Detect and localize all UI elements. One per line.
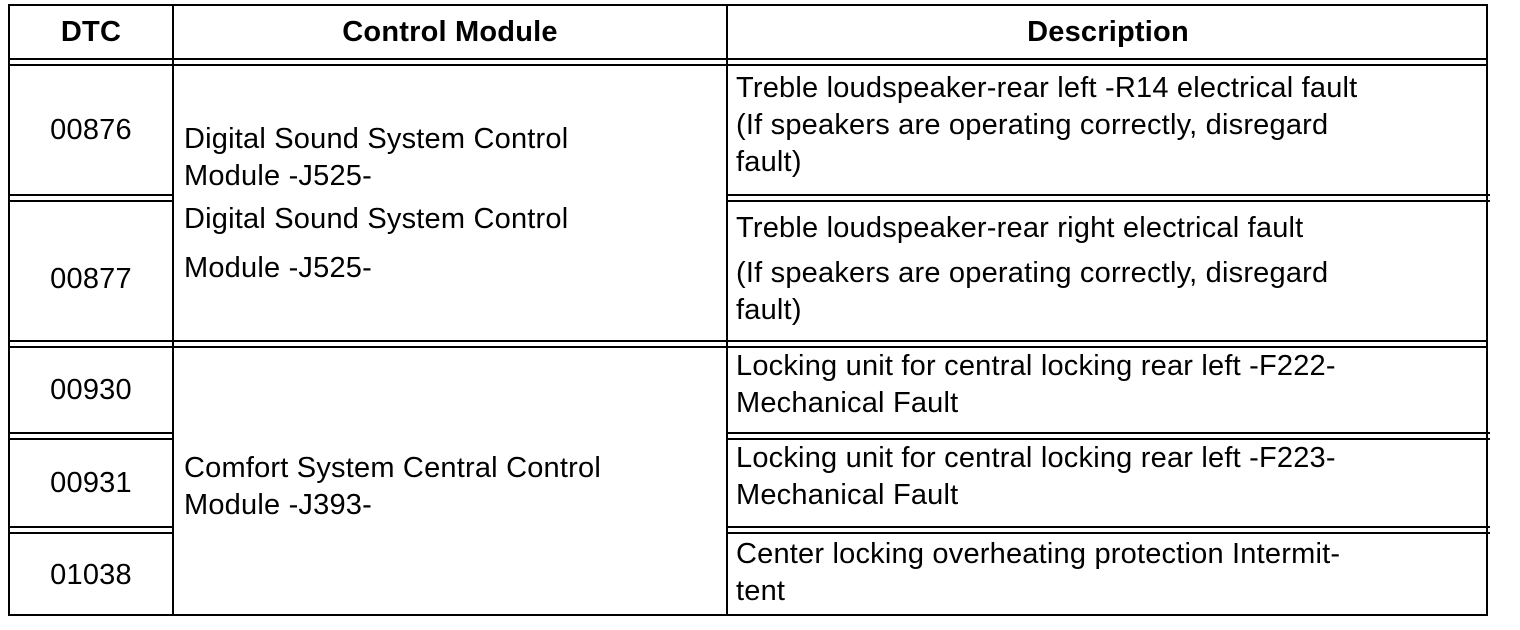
dtc-code: 00930 <box>50 373 132 406</box>
module-cell-comfort-system <box>174 348 726 616</box>
module-text: Digital Sound System Control <box>184 123 569 155</box>
row-divider <box>10 340 1486 342</box>
module-text: Module -J525- <box>184 160 372 192</box>
dtc-code: 00876 <box>50 113 132 146</box>
dtc-code: 01038 <box>50 558 132 591</box>
row-divider <box>726 526 1490 528</box>
header-divider <box>10 58 1486 60</box>
row-divider <box>10 194 172 196</box>
dtc-code: 00931 <box>50 466 132 499</box>
description-text: (If speakers are operating correctly, disregard <box>736 257 1329 289</box>
module-text: Comfort System Central Control <box>184 452 601 484</box>
module-text: Module -J525- <box>184 252 372 284</box>
description-cell <box>728 440 1488 526</box>
dtc-table <box>8 4 1488 616</box>
row-divider <box>726 200 1490 202</box>
description-cell <box>728 70 1488 194</box>
module-cell-digital-sound <box>174 66 726 340</box>
description-text: fault) <box>736 294 802 326</box>
description-text: Center locking overheating protection Intermit- <box>736 538 1341 570</box>
row-divider <box>726 432 1490 434</box>
module-text: Digital Sound System Control <box>184 203 569 235</box>
description-text: Locking unit for central locking rear left -F223- <box>736 442 1336 474</box>
header-description: Description <box>1027 15 1189 48</box>
row-divider <box>10 432 172 434</box>
description-text: fault) <box>736 146 802 178</box>
description-text: Treble loudspeaker-rear left -R14 electrical fault <box>736 72 1358 104</box>
description-text: Treble loudspeaker-rear right electrical fault <box>736 212 1304 244</box>
description-cell <box>728 536 1488 616</box>
row-divider <box>10 526 172 528</box>
description-cell <box>728 348 1488 432</box>
description-text: Mechanical Fault <box>736 387 959 419</box>
dtc-code: 00877 <box>50 262 132 295</box>
description-text: Mechanical Fault <box>736 479 959 511</box>
description-text: Locking unit for central locking rear left -F222- <box>736 350 1336 382</box>
description-text: (If speakers are operating correctly, disregard <box>736 109 1329 141</box>
description-text: tent <box>736 575 786 607</box>
description-cell <box>728 210 1488 340</box>
row-divider <box>726 194 1490 196</box>
header-control-module: Control Module <box>342 15 558 48</box>
header-dtc: DTC <box>60 15 122 48</box>
row-divider <box>726 532 1490 534</box>
module-text: Module -J393- <box>184 489 372 521</box>
